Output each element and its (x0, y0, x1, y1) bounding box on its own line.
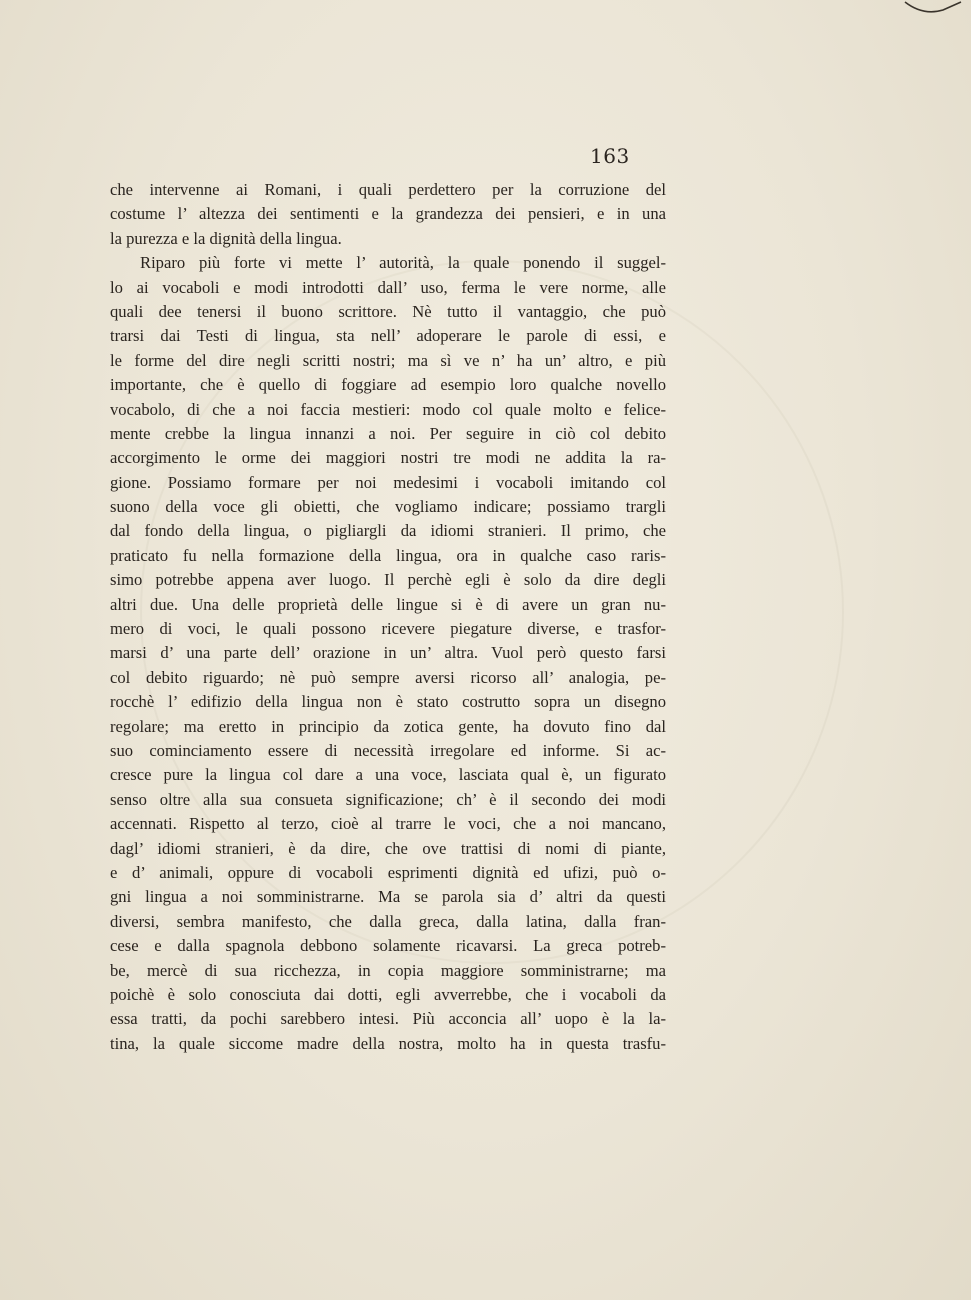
text-line: mero di voci, le quali possono ricevere piegature diverse, e trasfor- (110, 619, 666, 639)
text-line: e d’ animali, oppure di vocaboli esprimenti dignità ed ufizi, può o- (110, 862, 666, 882)
text-line: gni lingua a noi somministrarne. Ma se parola sia d’ altri da questi (110, 887, 666, 907)
text-line: tina, la quale siccome madre della nostra, molto ha in questa trasfu- (110, 1033, 666, 1053)
text-line: be, mercè di sua ricchezza, in copia maggiore somministrarne; ma (110, 960, 666, 980)
text-line: dagl’ idiomi stranieri, è da dire, che ove trattisi di nomi di piante, (110, 838, 666, 858)
text-line: poichè è solo conosciuta dai dotti, egli avverrebbe, che i vocaboli da (110, 984, 666, 1004)
text-line: cese e dalla spagnola debbono solamente ricavarsi. La greca potreb- (110, 936, 666, 956)
body-text (110, 178, 666, 1056)
text-line: col debito riguardo; nè può sempre aversi ricorso all’ analogia, pe- (110, 667, 666, 687)
text-line: accennati. Rispetto al terzo, cioè al trarre le voci, che a noi mancano, (110, 814, 666, 834)
text-line: accorgimento le orme dei maggiori nostri tre modi ne addita la ra- (110, 448, 666, 468)
text-line: suono della voce gli obietti, che vogliamo indicare; possiamo trargli (110, 497, 666, 517)
text-line: cresce pure la lingua col dare a una voce, lasciata qual è, un figurato (110, 765, 666, 785)
text-line: marsi d’ una parte dell’ orazione in un’ altra. Vuol però questo farsi (110, 643, 666, 663)
text-line: praticato fu nella formazione della lingua, ora in qualche caso raris- (110, 545, 666, 565)
text-line: regolare; ma eretto in principio da zotica gente, ha dovuto fino dal (110, 716, 666, 736)
text-line: gione. Possiamo formare per noi medesimi i vocaboli imitando col (110, 472, 666, 492)
text-line: altri due. Una delle proprietà delle lingue si è di avere un gran nu- (110, 594, 666, 614)
text-line: la purezza e la dignità della lingua. (110, 228, 342, 248)
text-line: vocabolo, di che a noi faccia mestieri: modo col quale molto e felice- (110, 399, 666, 419)
text-line: trarsi dai Testi di lingua, sta nell’ adoperare le parole di essi, e (110, 326, 666, 346)
text-line: lo ai vocaboli e modi introdotti dall’ uso, ferma le vere norme, alle (110, 277, 666, 297)
text-line: costume l’ altezza dei sentimenti e la grandezza dei pensieri, e in una (110, 204, 666, 224)
text-line: simo potrebbe appena aver luogo. Il perchè egli è solo da dire degli (110, 570, 666, 590)
text-line: mente crebbe la lingua innanzi a noi. Per seguire in ciò col debito (110, 423, 666, 443)
text-line: essa tratti, da pochi sarebbero intesi. Più acconcia all’ uopo è la la- (110, 1009, 666, 1029)
text-line: le forme del dire negli scritti nostri; ma sì ve n’ ha un’ altro, e più (110, 350, 666, 370)
page-number: 163 (590, 144, 630, 168)
text-line: suo cominciamento essere di necessità irregolare ed informe. Si ac- (110, 740, 666, 760)
corner-pencil-mark (903, 0, 963, 18)
text-line: senso oltre alla sua consueta significazione; ch’ è il secondo dei modi (110, 789, 666, 809)
text-line: diversi, sembra manifesto, che dalla greca, dalla latina, dalla fran- (110, 911, 666, 931)
text-line: importante, che è quello di foggiare ad esempio loro qualche novello (110, 375, 666, 395)
text-line: Riparo più forte vi mette l’ autorità, la quale ponendo il suggel- (140, 253, 666, 273)
text-line: quali dee tenersi il buono scrittore. Nè tutto il vantaggio, che può (110, 301, 666, 321)
text-line: che intervenne ai Romani, i quali perdettero per la corruzione del (110, 180, 666, 199)
text-line: rocchè l’ edifizio della lingua non è stato costrutto sopra un disegno (110, 692, 666, 712)
text-line: dal fondo della lingua, o pigliargli da idiomi stranieri. Il primo, che (110, 521, 666, 541)
